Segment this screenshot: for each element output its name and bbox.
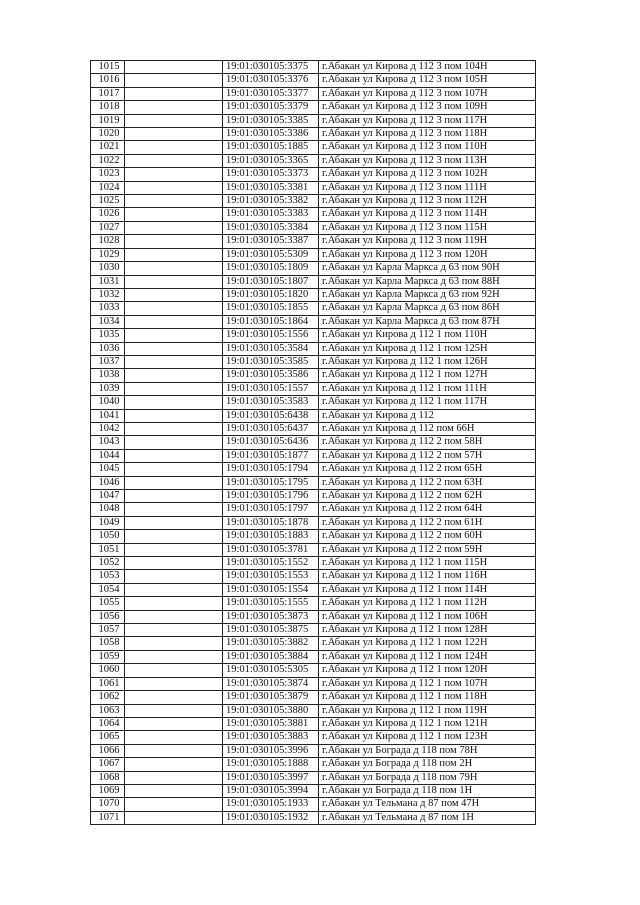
cadastral-number-cell: 19:01:030105:3994 — [223, 784, 319, 797]
cadastral-number-cell: 19:01:030105:3997 — [223, 771, 319, 784]
table-row — [91, 490, 536, 503]
address-cell: г.Абакан ул Кирова д 112 1 пом 114Н — [319, 583, 536, 596]
cadastral-number-cell: 19:01:030105:3881 — [223, 717, 319, 730]
cadastral-number-cell: 19:01:030105:1933 — [223, 798, 319, 811]
empty-cell — [125, 557, 223, 570]
cadastral-number-cell: 19:01:030105:1797 — [223, 503, 319, 516]
cadastral-number-cell: 19:01:030105:3387 — [223, 235, 319, 248]
table-row — [91, 101, 536, 114]
table-row — [91, 704, 536, 717]
row-number-cell: 1028 — [91, 235, 125, 248]
row-number-cell: 1037 — [91, 355, 125, 368]
address-cell: г.Абакан ул Кирова д 112 1 пом 115Н — [319, 557, 536, 570]
table-row — [91, 664, 536, 677]
empty-cell — [125, 114, 223, 127]
cadastral-number-cell: 19:01:030105:1807 — [223, 275, 319, 288]
row-number-cell: 1051 — [91, 543, 125, 556]
address-cell: г.Абакан ул Кирова д 112 3 пом 113Н — [319, 154, 536, 167]
table-row — [91, 476, 536, 489]
table-row — [91, 758, 536, 771]
table-row — [91, 355, 536, 368]
cadastral-number-cell: 19:01:030105:3873 — [223, 610, 319, 623]
cadastral-number-cell: 19:01:030105:3375 — [223, 61, 319, 74]
cadastral-number-cell: 19:01:030105:1883 — [223, 530, 319, 543]
address-cell: г.Абакан ул Бограда д 118 пом 1Н — [319, 784, 536, 797]
cadastral-number-cell: 19:01:030105:3376 — [223, 74, 319, 87]
address-cell: г.Абакан ул Тельмана д 87 пом 1Н — [319, 811, 536, 824]
row-number-cell: 1023 — [91, 168, 125, 181]
cadastral-number-cell: 19:01:030105:1855 — [223, 302, 319, 315]
table-row — [91, 288, 536, 301]
empty-cell — [125, 262, 223, 275]
cadastral-number-cell: 19:01:030105:1877 — [223, 449, 319, 462]
empty-cell — [125, 315, 223, 328]
row-number-cell: 1057 — [91, 624, 125, 637]
row-number-cell: 1026 — [91, 208, 125, 221]
address-cell: г.Абакан ул Бограда д 118 пом 78Н — [319, 744, 536, 757]
row-number-cell: 1066 — [91, 744, 125, 757]
empty-cell — [125, 744, 223, 757]
table-row — [91, 744, 536, 757]
row-number-cell: 1059 — [91, 650, 125, 663]
table-row — [91, 128, 536, 141]
empty-cell — [125, 208, 223, 221]
cadastral-number-cell: 19:01:030105:1809 — [223, 262, 319, 275]
address-cell: г.Абакан ул Карла Маркса д 63 пом 88Н — [319, 275, 536, 288]
row-number-cell: 1040 — [91, 396, 125, 409]
address-cell: г.Абакан ул Кирова д 112 3 пом 102Н — [319, 168, 536, 181]
address-cell: г.Абакан ул Кирова д 112 1 пом 106Н — [319, 610, 536, 623]
address-cell: г.Абакан ул Кирова д 112 1 пом 122Н — [319, 637, 536, 650]
empty-cell — [125, 342, 223, 355]
row-number-cell: 1062 — [91, 691, 125, 704]
empty-cell — [125, 275, 223, 288]
row-number-cell: 1063 — [91, 704, 125, 717]
address-cell: г.Абакан ул Кирова д 112 3 пом 109Н — [319, 101, 536, 114]
cadastral-number-cell: 19:01:030105:3379 — [223, 101, 319, 114]
row-number-cell: 1034 — [91, 315, 125, 328]
table-row — [91, 624, 536, 637]
empty-cell — [125, 610, 223, 623]
empty-cell — [125, 570, 223, 583]
empty-cell — [125, 798, 223, 811]
cadastral-number-cell: 19:01:030105:5309 — [223, 248, 319, 261]
cadastral-number-cell: 19:01:030105:1885 — [223, 141, 319, 154]
empty-cell — [125, 490, 223, 503]
row-number-cell: 1046 — [91, 476, 125, 489]
empty-cell — [125, 61, 223, 74]
table-row — [91, 315, 536, 328]
row-number-cell: 1025 — [91, 195, 125, 208]
address-cell: г.Абакан ул Кирова д 112 1 пом 110Н — [319, 329, 536, 342]
address-cell: г.Абакан ул Бограда д 118 пом 79Н — [319, 771, 536, 784]
cadastral-number-cell: 19:01:030105:3373 — [223, 168, 319, 181]
table-row — [91, 677, 536, 690]
empty-cell — [125, 811, 223, 824]
cadastral-number-cell: 19:01:030105:1554 — [223, 583, 319, 596]
row-number-cell: 1031 — [91, 275, 125, 288]
empty-cell — [125, 530, 223, 543]
table-row — [91, 262, 536, 275]
table-row — [91, 717, 536, 730]
row-number-cell: 1032 — [91, 288, 125, 301]
row-number-cell: 1019 — [91, 114, 125, 127]
address-cell: г.Абакан ул Тельмана д 87 пом 47Н — [319, 798, 536, 811]
row-number-cell: 1044 — [91, 449, 125, 462]
address-cell: г.Абакан ул Кирова д 112 3 пом 115Н — [319, 221, 536, 234]
table-row — [91, 141, 536, 154]
address-cell: г.Абакан ул Кирова д 112 3 пом 105Н — [319, 74, 536, 87]
row-number-cell: 1015 — [91, 61, 125, 74]
table-row — [91, 731, 536, 744]
row-number-cell: 1047 — [91, 490, 125, 503]
row-number-cell: 1061 — [91, 677, 125, 690]
address-cell: г.Абакан ул Кирова д 112 3 пом 107Н — [319, 87, 536, 100]
cadastral-number-cell: 19:01:030105:3384 — [223, 221, 319, 234]
row-number-cell: 1036 — [91, 342, 125, 355]
empty-cell — [125, 302, 223, 315]
table-row — [91, 637, 536, 650]
cadastral-number-cell: 19:01:030105:6437 — [223, 422, 319, 435]
empty-cell — [125, 624, 223, 637]
table-row — [91, 798, 536, 811]
empty-cell — [125, 248, 223, 261]
table-row — [91, 114, 536, 127]
cadastral-number-cell: 19:01:030105:3879 — [223, 691, 319, 704]
empty-cell — [125, 503, 223, 516]
address-cell: г.Абакан ул Кирова д 112 1 пом 128Н — [319, 624, 536, 637]
row-number-cell: 1041 — [91, 409, 125, 422]
cadastral-number-cell: 19:01:030105:6436 — [223, 436, 319, 449]
cadastral-number-cell: 19:01:030105:3377 — [223, 87, 319, 100]
address-cell: г.Абакан ул Кирова д 112 3 пом 120Н — [319, 248, 536, 261]
address-cell: г.Абакан ул Кирова д 112 2 пом 59Н — [319, 543, 536, 556]
table-row — [91, 329, 536, 342]
table-row — [91, 181, 536, 194]
address-cell: г.Абакан ул Кирова д 112 3 пом 110Н — [319, 141, 536, 154]
row-number-cell: 1052 — [91, 557, 125, 570]
cadastral-number-cell: 19:01:030105:3586 — [223, 369, 319, 382]
empty-cell — [125, 128, 223, 141]
table-row — [91, 302, 536, 315]
table-row — [91, 221, 536, 234]
address-cell: г.Абакан ул Кирова д 112 1 пом 120Н — [319, 664, 536, 677]
row-number-cell: 1065 — [91, 731, 125, 744]
row-number-cell: 1029 — [91, 248, 125, 261]
cadastral-number-cell: 19:01:030105:3381 — [223, 181, 319, 194]
empty-cell — [125, 691, 223, 704]
row-number-cell: 1039 — [91, 382, 125, 395]
empty-cell — [125, 664, 223, 677]
address-cell: г.Абакан ул Кирова д 112 1 пом 127Н — [319, 369, 536, 382]
empty-cell — [125, 329, 223, 342]
cadastral-number-cell: 19:01:030105:1556 — [223, 329, 319, 342]
table-row — [91, 396, 536, 409]
table-row — [91, 369, 536, 382]
cadastral-number-cell: 19:01:030105:5305 — [223, 664, 319, 677]
cadastral-number-cell: 19:01:030105:1796 — [223, 490, 319, 503]
address-cell: г.Абакан ул Карла Маркса д 63 пом 92Н — [319, 288, 536, 301]
address-cell: г.Абакан ул Карла Маркса д 63 пом 87Н — [319, 315, 536, 328]
empty-cell — [125, 463, 223, 476]
cadastral-number-cell: 19:01:030105:3385 — [223, 114, 319, 127]
address-cell: г.Абакан ул Бограда д 118 пом 2Н — [319, 758, 536, 771]
row-number-cell: 1053 — [91, 570, 125, 583]
cadastral-number-cell: 19:01:030105:1557 — [223, 382, 319, 395]
address-cell: г.Абакан ул Кирова д 112 2 пом 62Н — [319, 490, 536, 503]
address-cell: г.Абакан ул Кирова д 112 пом 66Н — [319, 422, 536, 435]
table-row — [91, 248, 536, 261]
address-cell: г.Абакан ул Кирова д 112 2 пом 60Н — [319, 530, 536, 543]
table-row — [91, 543, 536, 556]
row-number-cell: 1049 — [91, 516, 125, 529]
table-row — [91, 811, 536, 824]
row-number-cell: 1064 — [91, 717, 125, 730]
table-row — [91, 691, 536, 704]
row-number-cell: 1017 — [91, 87, 125, 100]
empty-cell — [125, 101, 223, 114]
row-number-cell: 1038 — [91, 369, 125, 382]
cadastral-number-cell: 19:01:030105:3874 — [223, 677, 319, 690]
row-number-cell: 1054 — [91, 583, 125, 596]
empty-cell — [125, 369, 223, 382]
table-row — [91, 530, 536, 543]
table-row — [91, 382, 536, 395]
row-number-cell: 1016 — [91, 74, 125, 87]
cadastral-number-cell: 19:01:030105:1864 — [223, 315, 319, 328]
row-number-cell: 1020 — [91, 128, 125, 141]
address-cell: г.Абакан ул Кирова д 112 1 пом 117Н — [319, 396, 536, 409]
cadastral-number-cell: 19:01:030105:1795 — [223, 476, 319, 489]
table-row — [91, 463, 536, 476]
cadastral-number-cell: 19:01:030105:1820 — [223, 288, 319, 301]
address-cell: г.Абакан ул Кирова д 112 1 пом 121Н — [319, 717, 536, 730]
address-cell: г.Абакан ул Кирова д 112 2 пом 65Н — [319, 463, 536, 476]
row-number-cell: 1069 — [91, 784, 125, 797]
address-cell: г.Абакан ул Кирова д 112 1 пом 116Н — [319, 570, 536, 583]
cadastral-number-cell: 19:01:030105:1555 — [223, 597, 319, 610]
table-row — [91, 557, 536, 570]
row-number-cell: 1018 — [91, 101, 125, 114]
address-cell: г.Абакан ул Кирова д 112 2 пом 57Н — [319, 449, 536, 462]
address-cell: г.Абакан ул Кирова д 112 3 пом 111Н — [319, 181, 536, 194]
empty-cell — [125, 355, 223, 368]
row-number-cell: 1050 — [91, 530, 125, 543]
address-cell: г.Абакан ул Кирова д 112 1 пом 125Н — [319, 342, 536, 355]
cadastral-number-cell: 19:01:030105:1878 — [223, 516, 319, 529]
empty-cell — [125, 396, 223, 409]
empty-cell — [125, 731, 223, 744]
cadastral-number-cell: 19:01:030105:3880 — [223, 704, 319, 717]
address-cell: г.Абакан ул Карла Маркса д 63 пом 90Н — [319, 262, 536, 275]
table-row — [91, 87, 536, 100]
empty-cell — [125, 141, 223, 154]
row-number-cell: 1071 — [91, 811, 125, 824]
row-number-cell: 1033 — [91, 302, 125, 315]
table-row — [91, 503, 536, 516]
empty-cell — [125, 449, 223, 462]
empty-cell — [125, 288, 223, 301]
address-cell: г.Абакан ул Кирова д 112 1 пом 118Н — [319, 691, 536, 704]
row-number-cell: 1056 — [91, 610, 125, 623]
address-cell: г.Абакан ул Кирова д 112 — [319, 409, 536, 422]
row-number-cell: 1060 — [91, 664, 125, 677]
row-number-cell: 1045 — [91, 463, 125, 476]
empty-cell — [125, 181, 223, 194]
table-row — [91, 583, 536, 596]
table-row — [91, 422, 536, 435]
address-cell: г.Абакан ул Кирова д 112 1 пом 111Н — [319, 382, 536, 395]
empty-cell — [125, 704, 223, 717]
address-cell: г.Абакан ул Кирова д 112 1 пом 107Н — [319, 677, 536, 690]
row-number-cell: 1021 — [91, 141, 125, 154]
table-row — [91, 449, 536, 462]
empty-cell — [125, 195, 223, 208]
address-cell: г.Абакан ул Кирова д 112 2 пом 61Н — [319, 516, 536, 529]
table-row — [91, 516, 536, 529]
cadastral-number-cell: 19:01:030105:1552 — [223, 557, 319, 570]
address-cell: г.Абакан ул Кирова д 112 2 пом 58Н — [319, 436, 536, 449]
cadastral-number-cell: 19:01:030105:3583 — [223, 396, 319, 409]
cadastral-number-cell: 19:01:030105:3996 — [223, 744, 319, 757]
address-cell: г.Абакан ул Кирова д 112 3 пом 117Н — [319, 114, 536, 127]
register-table-body — [91, 61, 536, 825]
table-row — [91, 650, 536, 663]
cadastral-number-cell: 19:01:030105:1888 — [223, 758, 319, 771]
empty-cell — [125, 382, 223, 395]
empty-cell — [125, 650, 223, 663]
empty-cell — [125, 476, 223, 489]
table-row — [91, 342, 536, 355]
empty-cell — [125, 221, 223, 234]
empty-cell — [125, 87, 223, 100]
empty-cell — [125, 758, 223, 771]
address-cell: г.Абакан ул Кирова д 112 1 пом 119Н — [319, 704, 536, 717]
row-number-cell: 1030 — [91, 262, 125, 275]
row-number-cell: 1070 — [91, 798, 125, 811]
address-cell: г.Абакан ул Кирова д 112 2 пом 63Н — [319, 476, 536, 489]
address-cell: г.Абакан ул Кирова д 112 3 пом 112Н — [319, 195, 536, 208]
address-cell: г.Абакан ул Кирова д 112 2 пом 64Н — [319, 503, 536, 516]
table-row — [91, 208, 536, 221]
row-number-cell: 1024 — [91, 181, 125, 194]
empty-cell — [125, 677, 223, 690]
cadastral-number-cell: 19:01:030105:1553 — [223, 570, 319, 583]
empty-cell — [125, 409, 223, 422]
cadastral-number-cell: 19:01:030105:3585 — [223, 355, 319, 368]
table-row — [91, 154, 536, 167]
row-number-cell: 1058 — [91, 637, 125, 650]
table-row — [91, 570, 536, 583]
table-row — [91, 74, 536, 87]
address-cell: г.Абакан ул Кирова д 112 3 пом 104Н — [319, 61, 536, 74]
empty-cell — [125, 422, 223, 435]
table-row — [91, 409, 536, 422]
table-row — [91, 784, 536, 797]
table-row — [91, 235, 536, 248]
address-cell: г.Абакан ул Кирова д 112 3 пом 114Н — [319, 208, 536, 221]
cadastral-number-cell: 19:01:030105:3365 — [223, 154, 319, 167]
cadastral-number-cell: 19:01:030105:3584 — [223, 342, 319, 355]
row-number-cell: 1035 — [91, 329, 125, 342]
table-row — [91, 168, 536, 181]
empty-cell — [125, 583, 223, 596]
cadastral-number-cell: 19:01:030105:3875 — [223, 624, 319, 637]
row-number-cell: 1068 — [91, 771, 125, 784]
empty-cell — [125, 436, 223, 449]
cadastral-number-cell: 19:01:030105:3383 — [223, 208, 319, 221]
empty-cell — [125, 784, 223, 797]
address-cell: г.Абакан ул Кирова д 112 3 пом 119Н — [319, 235, 536, 248]
table-row — [91, 771, 536, 784]
empty-cell — [125, 543, 223, 556]
row-number-cell: 1022 — [91, 154, 125, 167]
table-row — [91, 275, 536, 288]
empty-cell — [125, 717, 223, 730]
table-row — [91, 61, 536, 74]
cadastral-number-cell: 19:01:030105:1794 — [223, 463, 319, 476]
table-row — [91, 195, 536, 208]
address-cell: г.Абакан ул Карла Маркса д 63 пом 86Н — [319, 302, 536, 315]
cadastral-number-cell: 19:01:030105:3386 — [223, 128, 319, 141]
address-cell: г.Абакан ул Кирова д 112 3 пом 118Н — [319, 128, 536, 141]
empty-cell — [125, 168, 223, 181]
empty-cell — [125, 516, 223, 529]
cadastral-number-cell: 19:01:030105:3882 — [223, 637, 319, 650]
empty-cell — [125, 74, 223, 87]
table-row — [91, 610, 536, 623]
row-number-cell: 1042 — [91, 422, 125, 435]
cadastral-number-cell: 19:01:030105:3781 — [223, 543, 319, 556]
row-number-cell: 1027 — [91, 221, 125, 234]
address-cell: г.Абакан ул Кирова д 112 1 пом 126Н — [319, 355, 536, 368]
cadastral-number-cell: 19:01:030105:3382 — [223, 195, 319, 208]
address-cell: г.Абакан ул Кирова д 112 1 пом 124Н — [319, 650, 536, 663]
empty-cell — [125, 597, 223, 610]
cadastral-number-cell: 19:01:030105:3883 — [223, 731, 319, 744]
table-row — [91, 597, 536, 610]
cadastral-number-cell: 19:01:030105:6438 — [223, 409, 319, 422]
row-number-cell: 1043 — [91, 436, 125, 449]
cadastral-number-cell: 19:01:030105:3884 — [223, 650, 319, 663]
row-number-cell: 1067 — [91, 758, 125, 771]
property-register-table — [90, 60, 536, 825]
address-cell: г.Абакан ул Кирова д 112 1 пом 123Н — [319, 731, 536, 744]
address-cell: г.Абакан ул Кирова д 112 1 пом 112Н — [319, 597, 536, 610]
empty-cell — [125, 235, 223, 248]
empty-cell — [125, 637, 223, 650]
table-row — [91, 436, 536, 449]
row-number-cell: 1055 — [91, 597, 125, 610]
row-number-cell: 1048 — [91, 503, 125, 516]
cadastral-number-cell: 19:01:030105:1932 — [223, 811, 319, 824]
empty-cell — [125, 154, 223, 167]
empty-cell — [125, 771, 223, 784]
